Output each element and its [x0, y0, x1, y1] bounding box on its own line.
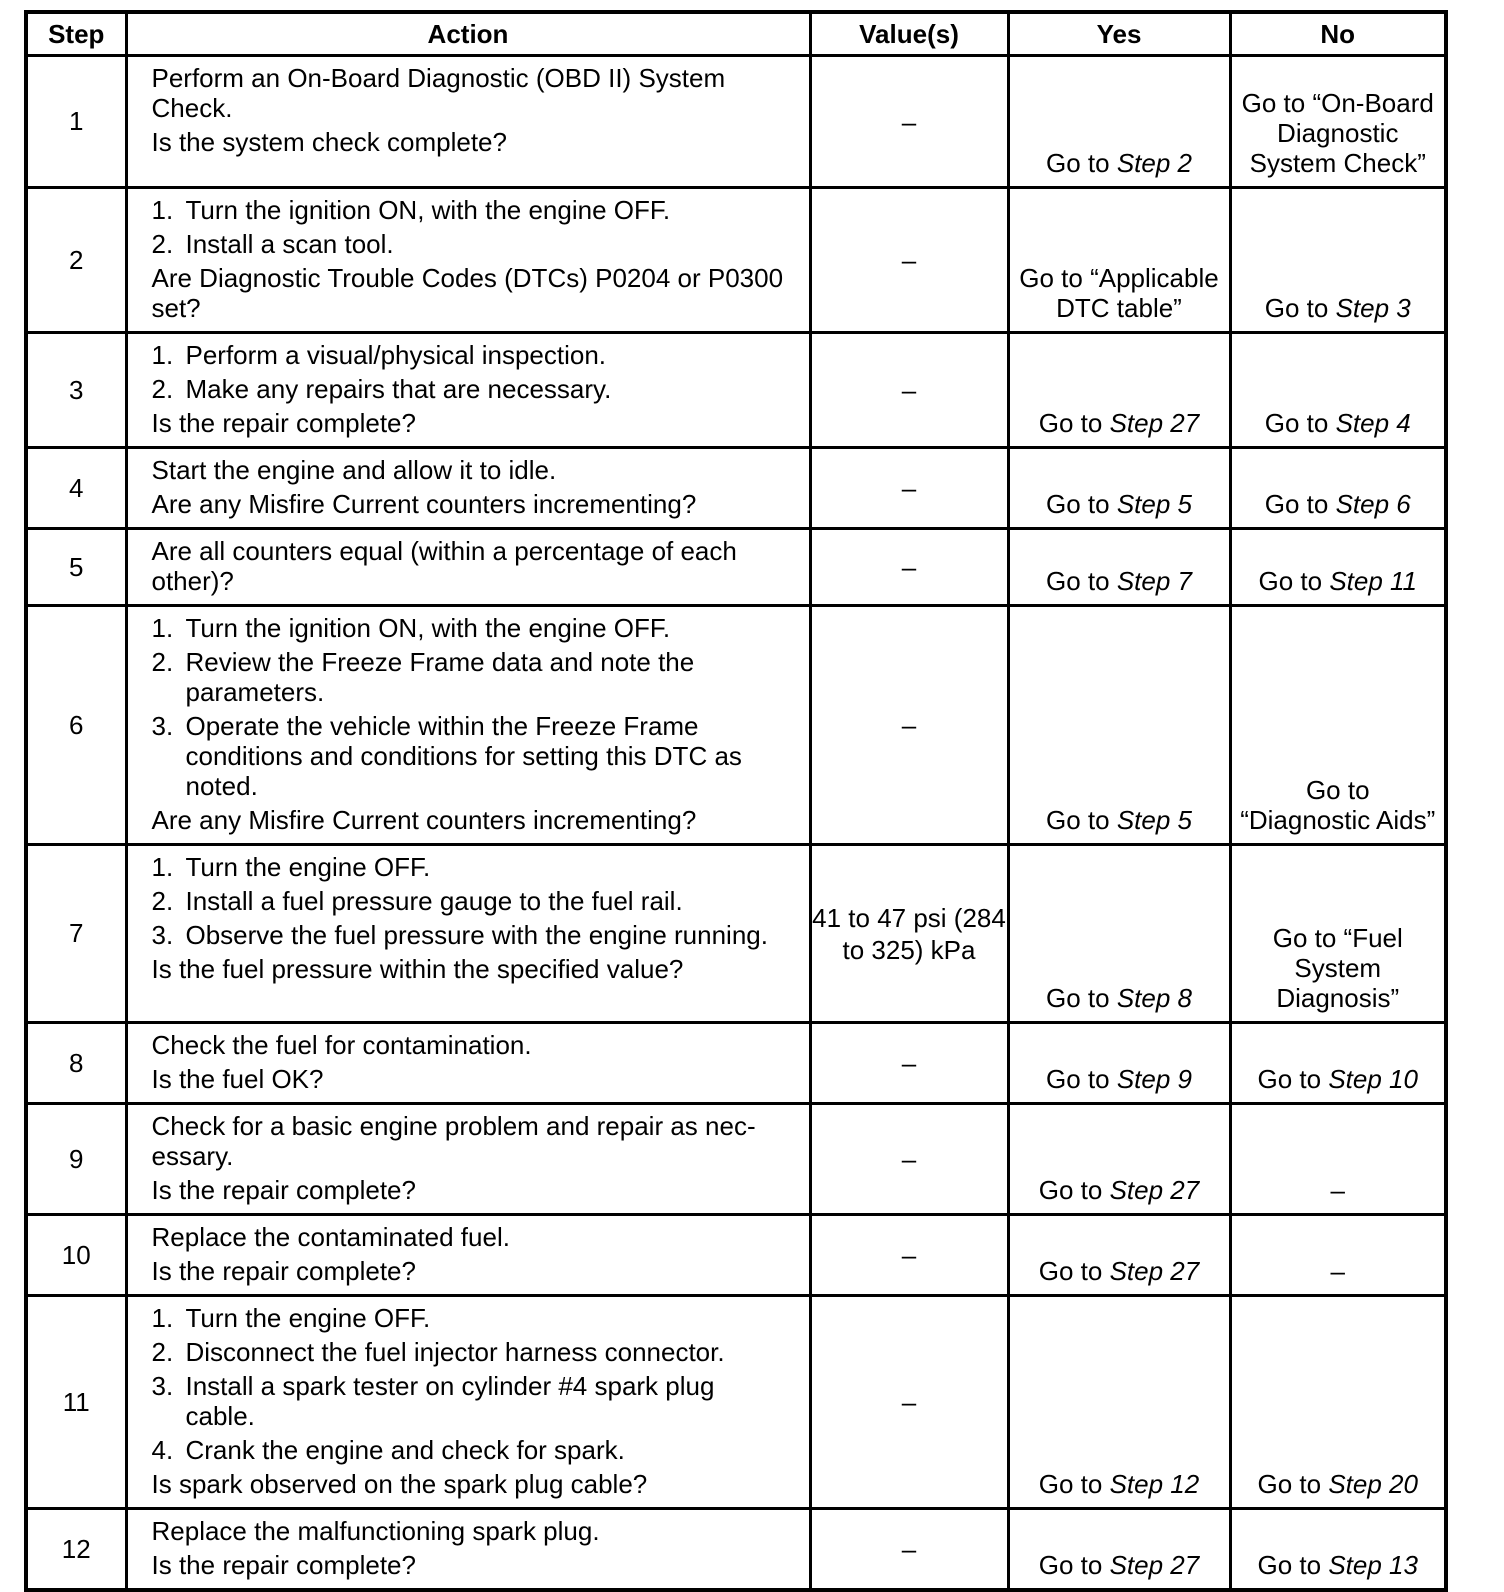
action-item-number: 1. — [151, 1303, 174, 1333]
action-text: Are any Misfire Current counters incrementing? — [151, 805, 697, 835]
table-row — [26, 1104, 1446, 1215]
step-number: 3 — [26, 333, 126, 448]
no-step-link: Step 13 — [1328, 1550, 1418, 1580]
action-item-number: 2. — [151, 647, 174, 677]
action-list-item — [152, 195, 785, 225]
value-cell: – — [810, 1215, 1008, 1296]
no-text: Go to “Fuel System Diagnosis” — [1272, 923, 1403, 1013]
yes-cell — [1008, 448, 1230, 529]
value-cell: – — [810, 1104, 1008, 1215]
action-item-text: Crank the engine and check for spark. — [185, 1435, 625, 1465]
table-body — [26, 56, 1446, 1591]
action-list-item — [152, 1435, 785, 1465]
yes-cell — [1008, 1023, 1230, 1104]
no-cell — [1230, 1215, 1446, 1296]
action-list-item — [152, 920, 785, 950]
yes-prefix: Go to — [1038, 408, 1110, 438]
action-item-number: 3. — [151, 920, 174, 950]
no-cell — [1230, 188, 1446, 333]
action-item-text: Review the Freeze Frame data and note the parameters. — [185, 647, 695, 707]
step-number: 7 — [26, 845, 126, 1023]
action-cell — [126, 1104, 810, 1215]
yes-prefix: Go to — [1046, 1064, 1117, 1094]
yes-step-link: Step 12 — [1109, 1469, 1200, 1499]
action-item-text: Make any repairs that are necessary. — [185, 374, 612, 404]
action-item-number: 2. — [151, 886, 174, 916]
action-item-number: 2. — [151, 374, 174, 404]
value-cell: – — [810, 606, 1008, 845]
header-no: No — [1230, 12, 1446, 56]
value-cell: – — [810, 448, 1008, 529]
action-item-number: 3. — [151, 1371, 174, 1401]
yes-cell — [1008, 606, 1230, 845]
action-item-number: 3. — [151, 711, 174, 741]
action-list-item — [152, 711, 785, 801]
yes-cell — [1008, 1509, 1230, 1591]
action-item-number: 2. — [151, 1337, 174, 1367]
action-cell — [126, 1296, 810, 1509]
step-number: 10 — [26, 1215, 126, 1296]
no-step-link: Step 11 — [1329, 566, 1418, 596]
table-row — [26, 606, 1446, 845]
action-list-item — [152, 852, 785, 882]
yes-prefix: Go to — [1046, 983, 1117, 1013]
no-prefix: Go to — [1264, 408, 1336, 438]
action-list-item — [152, 886, 785, 916]
action-list-item — [152, 1337, 785, 1367]
value-cell: – — [810, 1296, 1008, 1509]
action-text: Is the repair complete? — [151, 1550, 416, 1580]
action-cell — [126, 448, 810, 529]
action-item-text: Perform a visual/physical inspection. — [185, 340, 607, 370]
no-prefix: Go to — [1264, 293, 1336, 323]
header-row — [26, 12, 1446, 56]
action-text: Is the repair complete? — [151, 408, 416, 438]
table-row — [26, 188, 1446, 333]
table-row — [26, 1023, 1446, 1104]
action-list-item — [152, 1303, 785, 1333]
action-item-text: Turn the engine OFF. — [185, 1303, 431, 1333]
action-list-item — [152, 613, 785, 643]
no-cell — [1230, 606, 1446, 845]
action-item-number: 1. — [151, 613, 174, 643]
action-text: Check for a basic engine problem and repair as nec-essary. — [151, 1111, 756, 1171]
yes-cell — [1008, 1296, 1230, 1509]
action-text: Check the fuel for contamination. — [151, 1030, 532, 1060]
table-row — [26, 1215, 1446, 1296]
yes-prefix: Go to — [1038, 1256, 1110, 1286]
action-text: Is the repair complete? — [151, 1175, 416, 1205]
action-cell — [126, 1215, 810, 1296]
action-text: Is the system check complete? — [151, 127, 507, 157]
step-number: 8 — [26, 1023, 126, 1104]
table-row — [26, 333, 1446, 448]
no-prefix: Go to — [1257, 1550, 1329, 1580]
value-cell: – — [810, 529, 1008, 606]
yes-step-link: Step 27 — [1109, 1256, 1200, 1286]
yes-prefix: Go to — [1046, 566, 1117, 596]
header-step: Step — [26, 12, 126, 56]
header-values: Value(s) — [810, 12, 1008, 56]
yes-step-link: Step 2 — [1116, 148, 1192, 178]
no-step-link: Step 6 — [1335, 489, 1411, 519]
table-row — [26, 845, 1446, 1023]
yes-cell — [1008, 529, 1230, 606]
value-cell: – — [810, 56, 1008, 188]
yes-step-link: Step 27 — [1109, 408, 1200, 438]
yes-cell — [1008, 1215, 1230, 1296]
step-number: 6 — [26, 606, 126, 845]
action-text: Are all counters equal (within a percentage of each other)? — [151, 536, 737, 596]
no-step-link: Step 4 — [1335, 408, 1411, 438]
yes-cell — [1008, 845, 1230, 1023]
yes-prefix: Go to — [1038, 1175, 1110, 1205]
yes-cell — [1008, 188, 1230, 333]
action-text: Replace the contaminated fuel. — [151, 1222, 510, 1252]
value-cell: – — [810, 333, 1008, 448]
table-row — [26, 1509, 1446, 1591]
action-text: Perform an On-Board Diagnostic (OBD II) System Check. — [151, 63, 726, 123]
action-item-text: Observe the fuel pressure with the engine running. — [185, 920, 768, 950]
diagnostic-table — [24, 10, 1448, 1592]
no-text: Go to “On-Board Diagnostic System Check” — [1241, 88, 1434, 178]
action-item-text: Operate the vehicle within the Freeze Frame conditions and conditions for setting this DTC as noted. — [185, 711, 742, 801]
yes-step-link: Step 8 — [1116, 983, 1192, 1013]
action-item-text: Install a scan tool. — [185, 229, 394, 259]
action-text: Is the fuel OK? — [151, 1064, 324, 1094]
no-cell — [1230, 1104, 1446, 1215]
value-cell: – — [810, 1023, 1008, 1104]
action-item-text: Disconnect the fuel injector harness connector. — [185, 1337, 725, 1367]
yes-step-link: Step 27 — [1109, 1550, 1200, 1580]
yes-prefix: Go to — [1046, 148, 1117, 178]
yes-step-link: Step 5 — [1116, 805, 1192, 835]
action-cell — [126, 529, 810, 606]
value-cell: 41 to 47 psi (284 to 325) kPa — [810, 845, 1008, 1023]
action-cell — [126, 56, 810, 188]
action-item-text: Turn the ignition ON, with the engine OFF. — [185, 613, 671, 643]
header-action: Action — [126, 12, 810, 56]
step-number: 4 — [26, 448, 126, 529]
action-list-item — [152, 1371, 785, 1431]
no-cell — [1230, 845, 1446, 1023]
table-row — [26, 529, 1446, 606]
no-prefix: Go to — [1257, 1064, 1329, 1094]
yes-step-link: Step 5 — [1116, 489, 1192, 519]
action-cell — [126, 1509, 810, 1591]
no-step-link: Step 20 — [1328, 1469, 1418, 1499]
yes-step-link: Step 9 — [1116, 1064, 1192, 1094]
action-text: Is the repair complete? — [151, 1256, 416, 1286]
no-cell — [1230, 1023, 1446, 1104]
no-cell — [1230, 56, 1446, 188]
header-yes: Yes — [1008, 12, 1230, 56]
no-text: Go to “Diagnostic Aids” — [1240, 775, 1436, 835]
no-text: – — [1330, 1175, 1345, 1205]
yes-prefix: Go to — [1038, 1550, 1110, 1580]
action-text: Are any Misfire Current counters incrementing? — [151, 489, 697, 519]
action-item-number: 2. — [151, 229, 174, 259]
action-list-item — [152, 229, 785, 259]
table-row — [26, 1296, 1446, 1509]
action-item-number: 1. — [151, 195, 174, 225]
action-cell — [126, 188, 810, 333]
step-number: 11 — [26, 1296, 126, 1509]
yes-step-link: Step 7 — [1116, 566, 1192, 596]
step-number: 2 — [26, 188, 126, 333]
action-text: Is spark observed on the spark plug cable? — [151, 1469, 648, 1499]
no-prefix: Go to — [1258, 566, 1330, 596]
action-item-number: 4. — [151, 1435, 174, 1465]
action-text: Is the fuel pressure within the specified value? — [151, 954, 684, 984]
action-list-item — [152, 374, 785, 404]
no-prefix: Go to — [1257, 1469, 1329, 1499]
action-cell — [126, 606, 810, 845]
action-item-text: Install a fuel pressure gauge to the fuel rail. — [185, 886, 683, 916]
value-cell: – — [810, 1509, 1008, 1591]
no-cell — [1230, 1509, 1446, 1591]
yes-cell — [1008, 333, 1230, 448]
no-prefix: Go to — [1264, 489, 1336, 519]
no-text: – — [1330, 1256, 1345, 1286]
no-cell — [1230, 333, 1446, 448]
action-item-number: 1. — [151, 852, 174, 882]
no-cell — [1230, 448, 1446, 529]
step-number: 5 — [26, 529, 126, 606]
action-text: Start the engine and allow it to idle. — [151, 455, 557, 485]
action-text: Are Diagnostic Trouble Codes (DTCs) P0204 or P0300 set? — [151, 263, 784, 323]
step-number: 9 — [26, 1104, 126, 1215]
action-cell — [126, 1023, 810, 1104]
action-list-item — [152, 340, 785, 370]
step-number: 12 — [26, 1509, 126, 1591]
action-item-number: 1. — [151, 340, 174, 370]
action-cell — [126, 333, 810, 448]
action-item-text: Turn the engine OFF. — [185, 852, 431, 882]
step-number: 1 — [26, 56, 126, 188]
table-row — [26, 56, 1446, 188]
table-row — [26, 448, 1446, 529]
yes-prefix: Go to — [1038, 1469, 1110, 1499]
yes-cell — [1008, 1104, 1230, 1215]
yes-text: Go to “Applicable DTC table” — [1019, 263, 1219, 323]
action-item-text: Turn the ignition ON, with the engine OFF. — [185, 195, 671, 225]
value-cell: – — [810, 188, 1008, 333]
yes-prefix: Go to — [1046, 489, 1117, 519]
yes-cell — [1008, 56, 1230, 188]
action-cell — [126, 845, 810, 1023]
yes-step-link: Step 27 — [1109, 1175, 1200, 1205]
action-item-text: Install a spark tester on cylinder #4 spark plug cable. — [185, 1371, 715, 1431]
no-cell — [1230, 1296, 1446, 1509]
no-step-link: Step 3 — [1335, 293, 1411, 323]
no-cell — [1230, 529, 1446, 606]
yes-prefix: Go to — [1046, 805, 1117, 835]
action-text: Replace the malfunctioning spark plug. — [151, 1516, 600, 1546]
action-list-item — [152, 647, 785, 707]
no-step-link: Step 10 — [1328, 1064, 1418, 1094]
